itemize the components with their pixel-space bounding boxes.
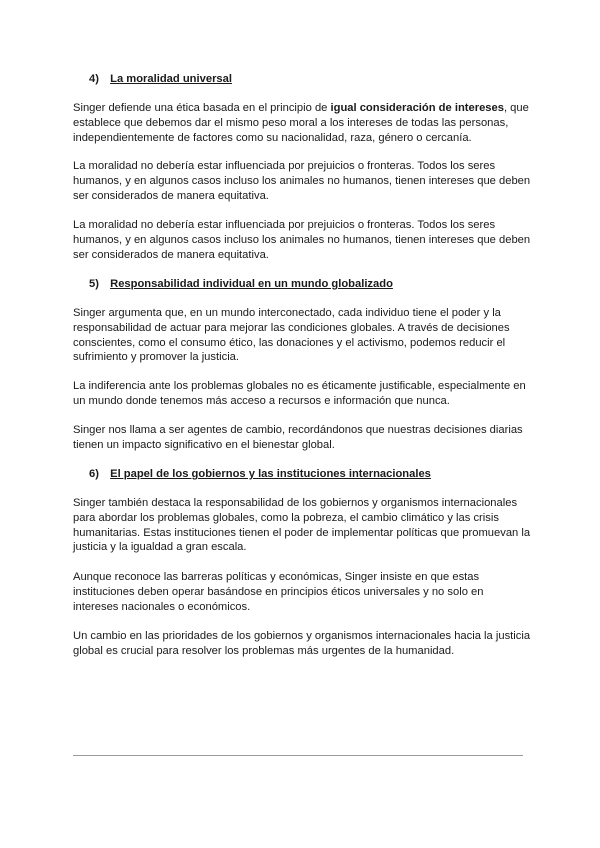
section-4-heading (89, 72, 232, 86)
section-4-paragraph-1 (73, 101, 531, 145)
paragraph-text: Singer defiende una ética basada en el principio de (73, 102, 331, 114)
footer-divider (73, 755, 523, 756)
section-title: Responsabilidad individual en un mundo globalizado (110, 278, 393, 290)
section-title: La moralidad universal (110, 73, 232, 85)
section-number: 4) (89, 73, 99, 85)
section-title: El papel de los gobiernos y las instituciones internacionales (110, 468, 431, 480)
section-number: 6) (89, 468, 99, 480)
paragraph-text: , que establece que debemos dar el mismo peso moral a los intereses de todas las personas, independientemente de factores como su nacionalidad, raza, género o cercanía. (73, 102, 529, 144)
section-5-heading (89, 277, 393, 291)
section-4-paragraph-3: La moralidad no debería estar influenciada por prejuicios o fronteras. Todos los seres humanos, y en algunos casos incluso los animales no humanos, tienen intereses que deben ser considerados de manera equitativa. (73, 219, 531, 261)
section-5-paragraph-1: Singer argumenta que, en un mundo interconectado, cada individuo tiene el poder y la responsabilidad de actuar para mejorar las condiciones globales. A través de decisiones conscientes, como el consumo ético, las donaciones y el activismo, podemos reducir el sufrimiento y promover la justicia. (73, 307, 510, 364)
section-6-paragraph-3: Un cambio en las prioridades de los gobiernos y organismos internacionales hacia la justicia global es crucial para resolver los problemas más urgentes de la humanidad. (73, 630, 531, 657)
section-6-paragraph-2: Aunque reconoce las barreras políticas y económicas, Singer insiste en que estas instituciones deben operar basándose en principios éticos universales y no solo en intereses nacionales o económicos. (73, 571, 484, 613)
section-6-heading (89, 467, 431, 481)
section-5-paragraph-3: Singer nos llama a ser agentes de cambio, recordándonos que nuestras decisiones diarias tienen un impacto significativo en el bienestar global. (73, 424, 523, 451)
section-4-paragraph-2: La moralidad no debería estar influenciada por prejuicios o fronteras. Todos los seres humanos, y en algunos casos incluso los animales no humanos, tienen intereses que deben ser considerados de manera equitativa. (73, 160, 531, 202)
section-number: 5) (89, 278, 99, 290)
section-6-paragraph-1: Singer también destaca la responsabilidad de los gobiernos y organismos internacionales para abordar los problemas globales, como la pobreza, el cambio climático y las crisis humanitarias. Estas instituciones tienen el poder de implementar políticas que promuevan la justicia y la igualdad a gran escala. (73, 497, 531, 554)
bold-term: igual consideración de intereses (330, 102, 504, 114)
section-5-paragraph-2: La indiferencia ante los problemas globales no es éticamente justificable, especialmente en un mundo donde tenemos más acceso a recursos e información que nunca. (73, 380, 526, 407)
